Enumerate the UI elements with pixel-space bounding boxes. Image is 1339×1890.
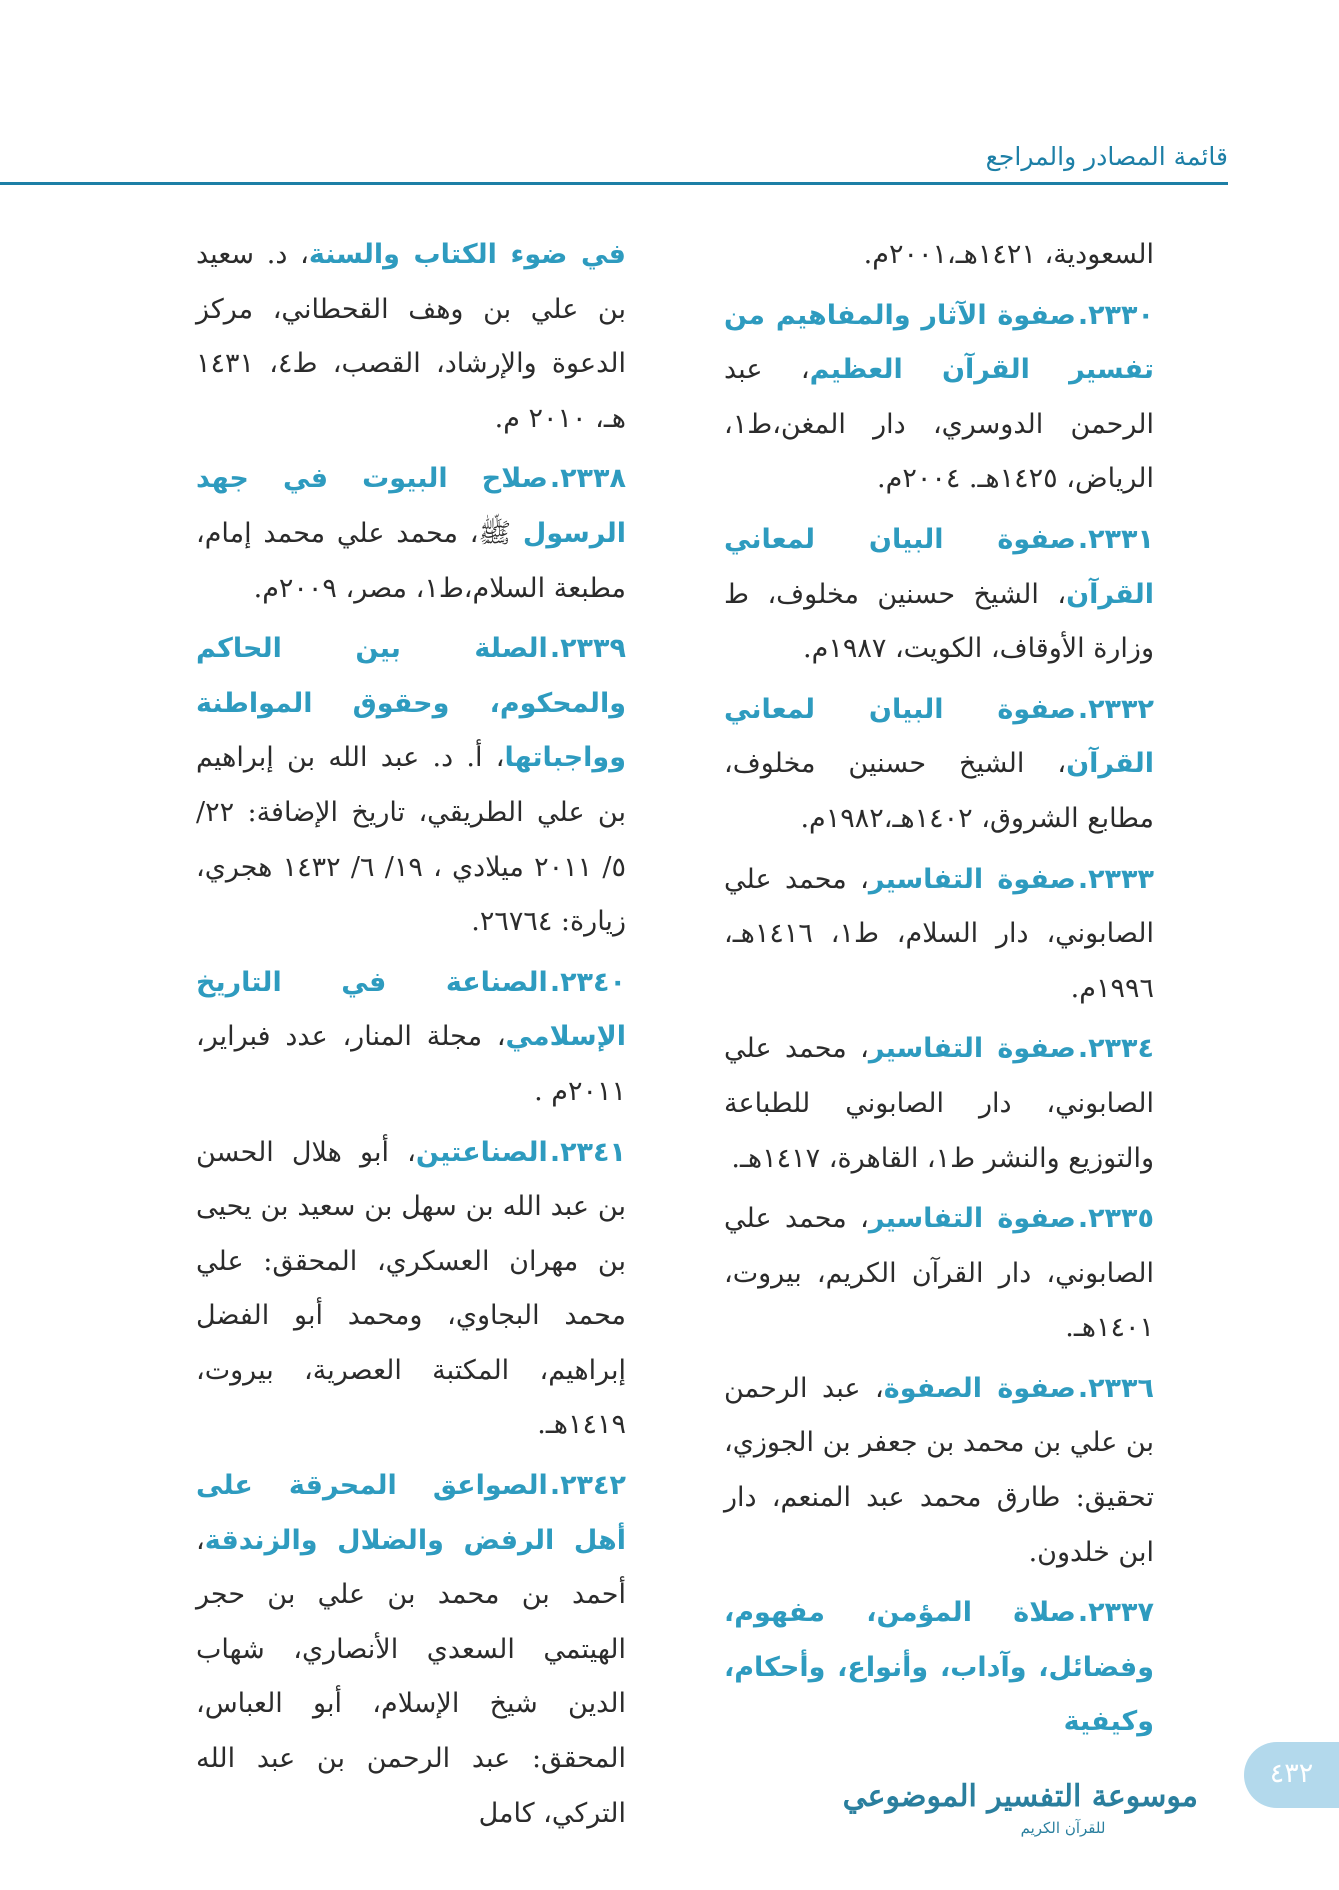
entry-number: ٢٣٣٣. xyxy=(1077,863,1154,895)
entry-detail: ، محمد علي الصابوني، دار القرآن الكريم، بيروت، ١٤٠١هـ. xyxy=(724,1203,1154,1344)
entry-detail: ، محمد علي الصابوني، دار الصابوني للطباعة والتوزيع والنشر ط١، القاهرة، ١٤١٧هـ. xyxy=(724,1033,1154,1174)
entry-title: الصلة بين الحاكم والمحكوم، وحقوق المواطنة وواجباتها xyxy=(196,633,626,774)
entry-number: ٢٣٣٤. xyxy=(1077,1033,1154,1065)
entry-number: ٢٣٤١. xyxy=(549,1136,626,1168)
entry-title: الصناعتين xyxy=(415,1136,548,1168)
entry-number: ٢٣٣١. xyxy=(1077,523,1154,555)
bibliography-entry xyxy=(196,622,626,950)
entry-title: صفوة البيان لمعاني القرآن xyxy=(724,523,1154,610)
entry-detail: ، محمد علي الصابوني، دار السلام، ط١، ١٤١٦هـ، ١٩٩٦م. xyxy=(724,863,1155,1004)
entry-detail: ، مجلة المنار، عدد فبراير، ٢٠١١م . xyxy=(196,1021,626,1107)
bibliography-entry xyxy=(724,513,1154,677)
entry-detail: ﷺ، محمد علي محمد إمام، مطبعة السلام،ط١، مصر، ٢٠٠٩م. xyxy=(196,517,626,604)
entry-title: الصواعق المحرقة على أهل الرفض والضلال والزندقة xyxy=(196,1470,626,1556)
bibliography-entry xyxy=(196,1126,626,1454)
entry-number: ٢٣٤٢. xyxy=(549,1470,626,1502)
entry-title: صلاح البيوت في جهد الرسول xyxy=(196,463,626,549)
entry-detail: ، أبو هلال الحسن بن عبد الله بن سهل بن سعيد بن يحيى بن مهران العسكري، المحقق: علي محمد البجاوي، ومحمد أبو الفضل إبراهيم، المكتبة العصرية، بيروت، ١٤١٩هـ. xyxy=(196,1136,626,1441)
entry-detail: ، أحمد بن محمد بن علي بن حجر الهيتمي السعدي الأنصاري، شهاب الدين شيخ الإسلام، أبو العباس، المحقق: عبد الرحمن بن عبد الله التركي، كامل xyxy=(196,1524,626,1829)
encyclopedia-logo xyxy=(842,1776,1198,1850)
bibliography-entry xyxy=(724,1362,1154,1580)
entry-detail: ، د. سعيد بن علي بن وهف القحطاني، مركز الدعوة والإرشاد، القصب، ط٤، ١٤٣١ هـ، ٢٠١٠ م. xyxy=(196,239,626,434)
entry-detail: ، عبد الرحمن الدوسري، دار المغن،ط١، الرياض، ١٤٢٥هـ. ٢٠٠٤م. xyxy=(724,354,1154,495)
entry-number: ٢٣٣٥. xyxy=(1077,1203,1154,1235)
entry-title: صفوة الصفوة xyxy=(883,1372,1076,1404)
entry-title: الصناعة في التاريخ الإسلامي xyxy=(196,966,626,1053)
bibliography-entry xyxy=(724,1192,1154,1356)
running-header-title: قائمة المصادر والمراجع xyxy=(985,142,1228,171)
bibliography-entry xyxy=(724,1586,1154,1750)
right-column xyxy=(724,228,1154,1756)
entry-number: ٢٣٣٩. xyxy=(549,633,626,665)
bibliography-entry xyxy=(196,1459,626,1841)
header-divider xyxy=(0,182,1228,185)
left-column xyxy=(196,228,626,1847)
entry-title: صفوة الآثار والمفاهيم من تفسير القرآن العظيم xyxy=(724,299,1154,386)
entry-title: صفوة التفاسير xyxy=(868,1203,1076,1235)
logo-subtitle: للقرآن الكريم xyxy=(1020,1819,1106,1837)
entry-number: ٢٣٣٧. xyxy=(1077,1597,1154,1629)
entry-number: ٢٣٣٢. xyxy=(1077,693,1154,725)
bibliography-entry xyxy=(724,1022,1154,1186)
bibliography-entry xyxy=(196,452,626,616)
entry-number: ٢٣٤٠. xyxy=(549,966,626,998)
entry-detail: ، الشيخ حسنين مخلوف، مطابع الشروق، ١٤٠٢هـ،١٩٨٢م. xyxy=(724,748,1154,834)
bibliography-entry xyxy=(724,289,1154,507)
continuation-text: السعودية، ١٤٢١هـ،٢٠٠١م. xyxy=(863,239,1154,270)
bibliography-entry xyxy=(724,853,1154,1017)
bibliography-entry xyxy=(724,683,1154,847)
entry-number: ٢٣٣٦. xyxy=(1077,1372,1154,1404)
entry-title: صلاة المؤمن، مفهوم، وفضائل، وآداب، وأنواع، وأحكام، وكيفية xyxy=(724,1597,1154,1738)
entry-title: في ضوء الكتاب والسنة xyxy=(308,239,626,270)
bibliography-entry xyxy=(196,956,626,1120)
entry-title: صفوة التفاسير xyxy=(868,863,1076,895)
entry-detail: ، عبد الرحمن بن علي بن محمد بن جعفر بن الجوزي، تحقيق: طارق محمد عبد المنعم، دار ابن خلدون. xyxy=(724,1372,1154,1568)
entry-detail: ، الشيخ حسنين مخلوف، ط وزارة الأوقاف، الكويت، ١٩٨٧م. xyxy=(724,578,1154,665)
logo-text: موسوعة التفسير الموضوعي xyxy=(842,1779,1198,1814)
entry-number: ٢٣٣٠. xyxy=(1077,299,1154,331)
page-number: ٤٣٢ xyxy=(1269,1758,1314,1789)
entry-title: صفوة التفاسير xyxy=(868,1033,1076,1065)
continuation-entry xyxy=(196,228,626,446)
entry-detail: ، أ. د. عبد الله بن إبراهيم بن علي الطريقي، تاريخ الإضافة: ٢٢/ ٥/ ٢٠١١ ميلادي ، ١٩/ ٦/ ١٤٣٢ هجري، زيارة: ٢٦٧٦٤. xyxy=(196,742,626,938)
entry-title: صفوة البيان لمعاني القرآن xyxy=(724,693,1154,780)
entry-number: ٢٣٣٨. xyxy=(549,463,626,495)
